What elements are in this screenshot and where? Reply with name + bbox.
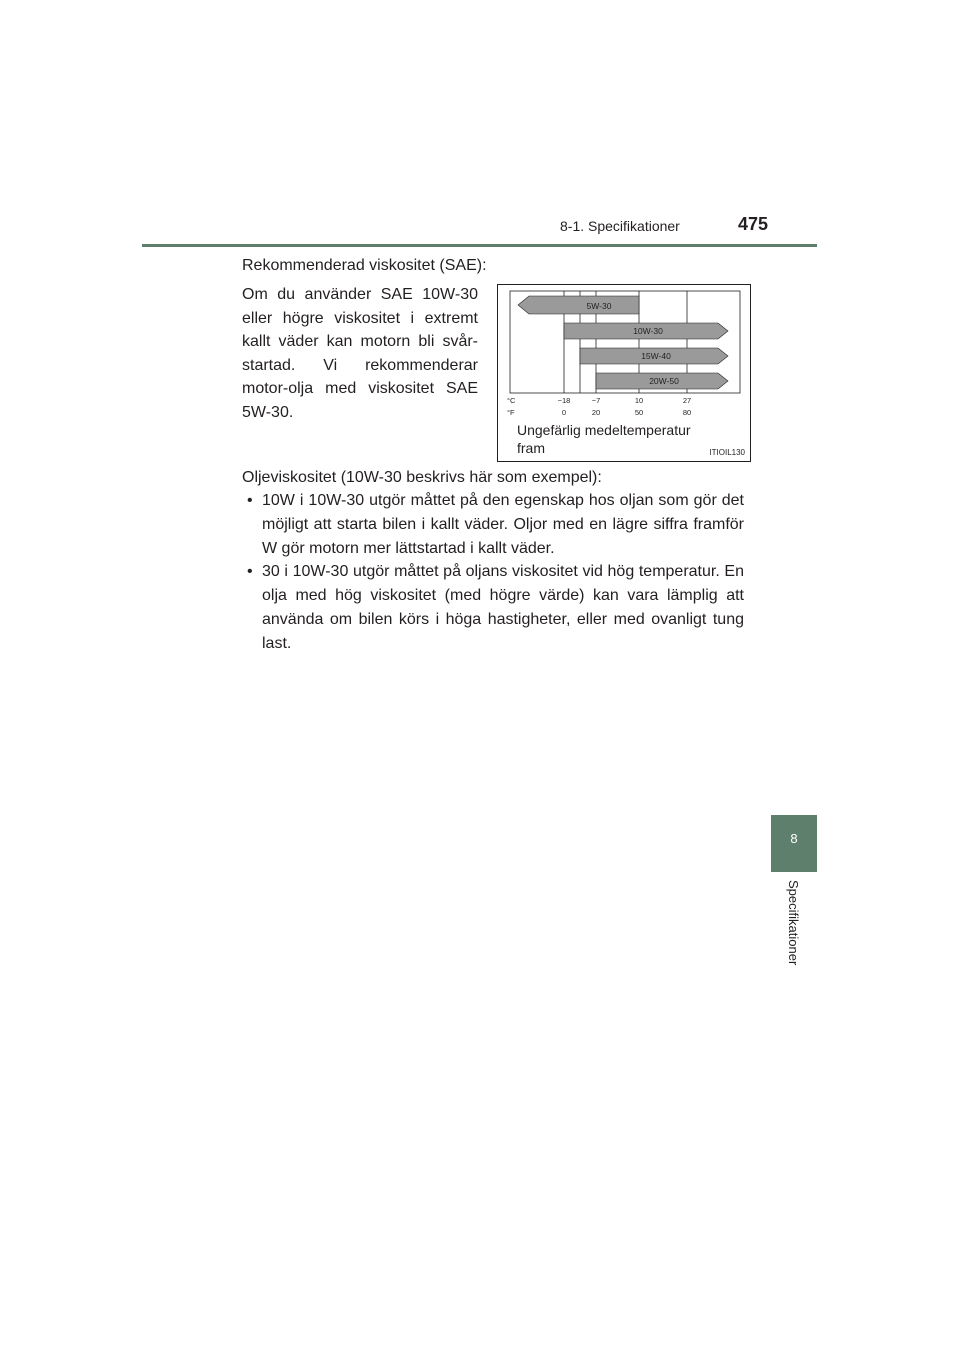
chapter-tab [771,815,817,872]
viscosity-bullet-list [243,489,744,656]
fahrenheit-unit: °F [507,408,515,417]
celsius-tick: −18 [557,396,571,405]
viscosity-figure [497,284,751,462]
celsius-tick: 10 [634,396,644,405]
list-item [243,489,744,560]
label-20w50: 20W-50 [649,376,679,386]
arrow-5w30 [518,296,639,314]
fahrenheit-tick: 80 [682,408,692,417]
chapter-label-text: Specifikationer [786,880,801,966]
label-15w40: 15W-40 [641,351,671,361]
viscosity-heading: Rekommenderad viskositet (SAE): [242,257,487,274]
celsius-tick: −7 [591,396,601,405]
label-10w30: 10W-30 [633,326,663,336]
fahrenheit-tick: 0 [561,408,567,417]
cold-weather-paragraph: Om du använder SAE 10W-30 eller högre viskositet i extremt kallt väder kan motorn bli svår-startad. Vi rekommenderar motor-olja med viskositet SAE 5W-30. [242,286,478,421]
label-5w30: 5W-30 [586,301,612,311]
figure-caption: Ungefärlig medeltemperatur fram [517,422,691,456]
bullet-text: 30 i 10W-30 utgör måttet på oljans viskositet vid hög temperatur. En olja med hög viskositet (med högre värde) kan vara lämplig att använda om bilen körs i höga hastigheter, eller med ovanligt tung last. [262,563,744,652]
figure-code: ITIOIL130 [709,448,745,457]
bullet-icon: • [247,492,253,509]
celsius-tick: 27 [682,396,692,405]
oil-viscosity-intro: Oljeviskositet (10W-30 beskrivs här som exempel): [242,469,602,486]
fahrenheit-tick: 50 [634,408,644,417]
header-divider [142,244,817,247]
section-title: 8-1. Specifikationer [560,218,680,234]
chapter-label [786,880,802,980]
celsius-unit: °C [507,396,516,405]
chapter-number: 8 [790,831,798,846]
page-number: 475 [738,214,769,234]
fahrenheit-tick: 20 [591,408,601,417]
bullet-icon: • [247,563,253,581]
list-item [243,560,744,655]
bullet-text: 10W i 10W-30 utgör måttet på den egenskap hos oljan som gör det möjligt att starta bilen i kallt väder. Oljor med en lägre siffra framför W gör motorn mer lättstartad i kallt väder. [262,492,744,557]
